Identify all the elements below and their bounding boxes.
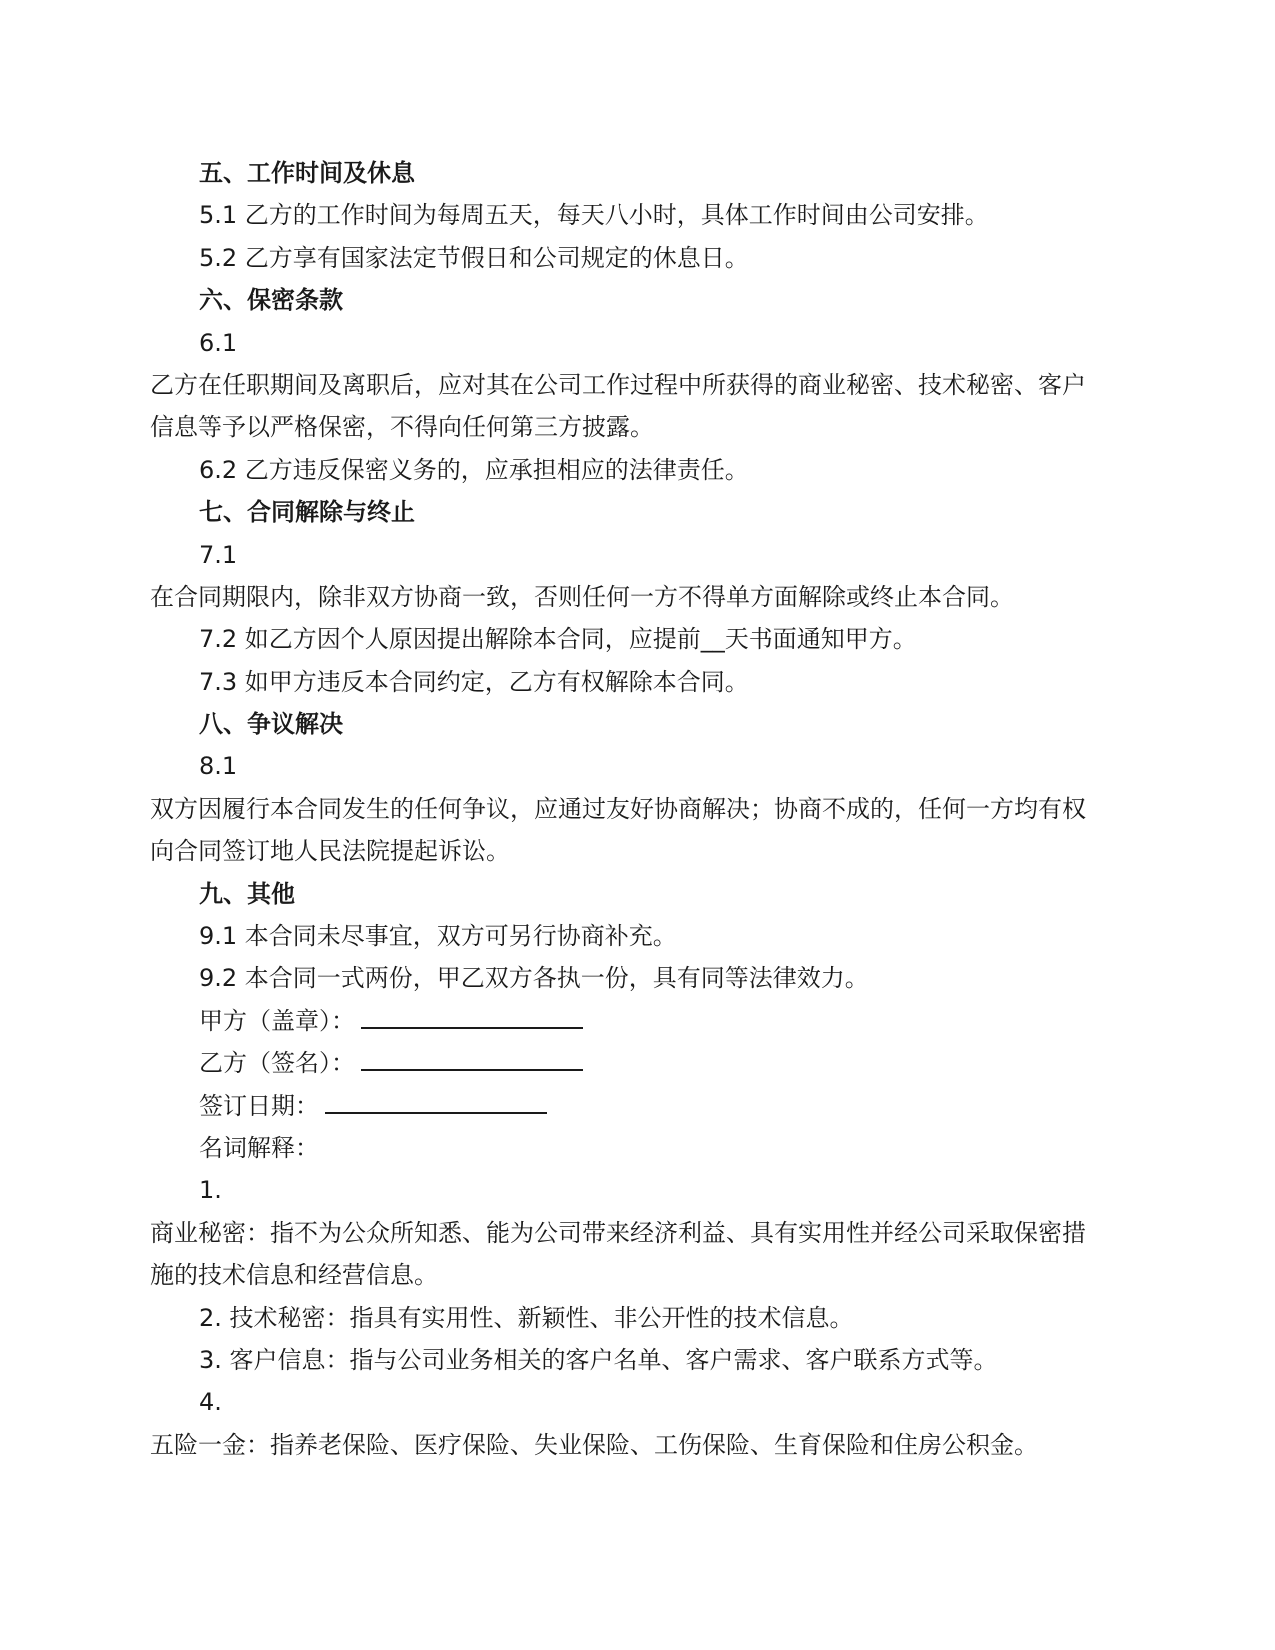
clause-5-1: 5.1 乙方的工作时间为每周五天，每天八小时，具体工作时间由公司安排。 xyxy=(199,201,989,230)
section-heading-confidentiality: 六、保密条款 xyxy=(199,286,343,315)
party-b-signature-blank[interactable] xyxy=(361,1047,583,1071)
sign-date-label: 签订日期： xyxy=(199,1091,319,1120)
glossary-heading: 名词解释： xyxy=(199,1133,319,1162)
glossary-item-3: 3. 客户信息：指与公司业务相关的客户名单、客户需求、客户联系方式等。 xyxy=(199,1345,998,1374)
clause-6-1-number: 6.1 xyxy=(199,328,238,357)
clause-8-1-text-line-1: 双方因履行本合同发生的任何争议，应通过友好协商解决；协商不成的，任何一方均有权 xyxy=(150,794,1086,823)
clause-8-1-number: 8.1 xyxy=(199,752,238,781)
party-b-signature-row xyxy=(150,1042,1125,1084)
clause-7-1-number: 7.1 xyxy=(199,540,238,569)
clause-9-1: 9.1 本合同未尽事宜，双方可另行协商补充。 xyxy=(199,922,677,951)
clause-8-1-text-line-2: 向合同签订地人民法院提起诉讼。 xyxy=(150,837,510,866)
document-body xyxy=(150,152,1125,1466)
party-a-signature-row xyxy=(150,1000,1125,1042)
glossary-item-4-number: 4. xyxy=(199,1388,222,1417)
sign-date-row xyxy=(150,1085,1125,1127)
section-heading-other: 九、其他 xyxy=(199,879,295,908)
clause-7-2: 7.2 如乙方因个人原因提出解除本合同，应提前__天书面通知甲方。 xyxy=(199,625,917,654)
clause-7-1-text: 在合同期限内，除非双方协商一致，否则任何一方不得单方面解除或终止本合同。 xyxy=(150,582,1014,611)
glossary-item-1-line-2: 施的技术信息和经营信息。 xyxy=(150,1261,438,1290)
glossary-item-1-line-1: 商业秘密：指不为公众所知悉、能为公司带来经济利益、具有实用性并经公司采取保密措 xyxy=(150,1218,1086,1247)
clause-6-1-text-line-2: 信息等予以严格保密，不得向任何第三方披露。 xyxy=(150,413,654,442)
section-heading-work-hours: 五、工作时间及休息 xyxy=(199,159,415,187)
party-b-label: 乙方（签名）： xyxy=(199,1049,355,1078)
glossary-item-2: 2. 技术秘密：指具有实用性、新颖性、非公开性的技术信息。 xyxy=(199,1303,854,1332)
glossary-item-4-text: 五险一金：指养老保险、医疗保险、失业保险、工伤保险、生育保险和住房公积金。 xyxy=(150,1430,1038,1459)
clause-9-2: 9.2 本合同一式两份，甲乙双方各执一份，具有同等法律效力。 xyxy=(199,964,869,993)
clause-6-2: 6.2 乙方违反保密义务的，应承担相应的法律责任。 xyxy=(199,455,749,484)
clause-6-1-text-line-1: 乙方在任职期间及离职后，应对其在公司工作过程中所获得的商业秘密、技术秘密、客户 xyxy=(150,370,1086,399)
party-a-label: 甲方（盖章）： xyxy=(199,1006,355,1035)
clause-7-3: 7.3 如甲方违反本合同约定，乙方有权解除本合同。 xyxy=(199,667,749,696)
section-heading-dispute: 八、争议解决 xyxy=(199,710,343,739)
glossary-item-1-number: 1. xyxy=(199,1176,222,1205)
section-heading-termination: 七、合同解除与终止 xyxy=(199,498,415,527)
sign-date-blank[interactable] xyxy=(325,1090,547,1114)
party-a-signature-blank[interactable] xyxy=(361,1005,583,1029)
clause-5-2: 5.2 乙方享有国家法定节假日和公司规定的休息日。 xyxy=(199,243,749,272)
